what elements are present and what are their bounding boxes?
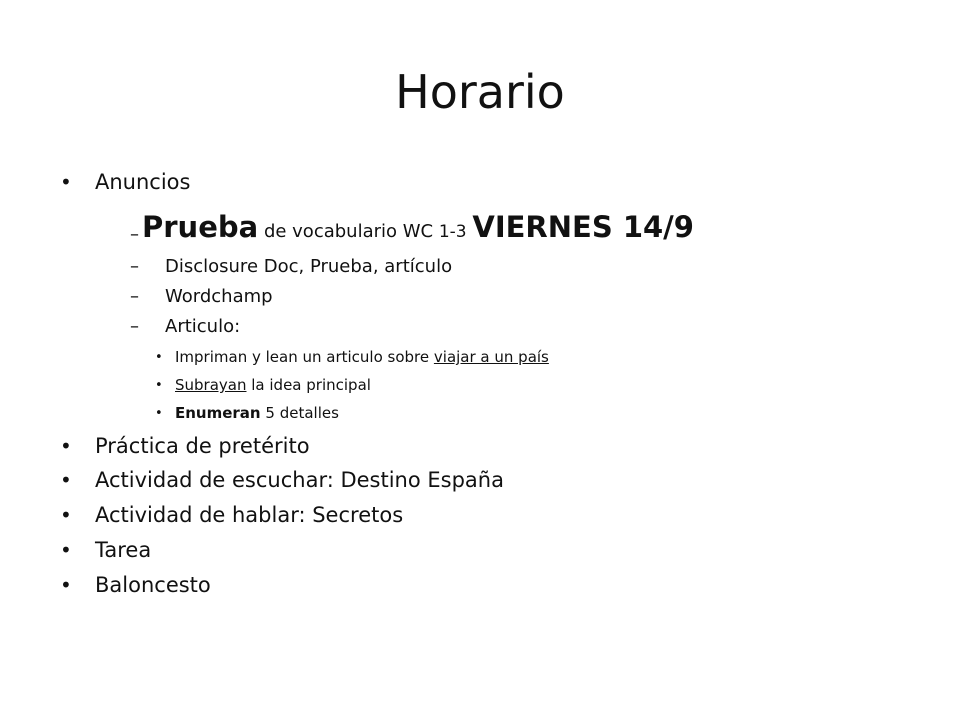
dash-icon: – xyxy=(130,316,139,337)
bullet-icon: • xyxy=(60,170,72,194)
item-text: Tarea xyxy=(95,538,152,562)
list-item-escuchar xyxy=(0,468,960,498)
bullet-icon: • xyxy=(155,350,163,365)
item-text: Actividad de hablar: Secretos xyxy=(95,503,404,527)
sub-item-subrayan xyxy=(0,376,960,398)
bullet-icon: • xyxy=(60,503,72,527)
sub-text-bold: Enumeran xyxy=(175,404,261,422)
prueba-range: 1-3 xyxy=(438,222,467,242)
slide-title: Horario xyxy=(395,65,565,119)
sub-item-impriman xyxy=(0,348,960,370)
sub-text xyxy=(175,404,339,422)
sub-text xyxy=(175,348,549,366)
list-item-disclosure xyxy=(0,256,960,282)
list-item-tarea xyxy=(0,538,960,568)
item-text: Baloncesto xyxy=(95,573,211,597)
list-item-prueba xyxy=(0,210,960,250)
sub-text-rest: la idea principal xyxy=(251,376,371,394)
item-text: Práctica de pretérito xyxy=(95,434,310,458)
bullet-icon: • xyxy=(60,538,72,562)
list-item-wordchamp xyxy=(0,286,960,312)
prueba-strong: Prueba xyxy=(142,210,259,244)
item-text: Articulo: xyxy=(165,316,241,337)
dash-icon: – xyxy=(130,224,139,245)
bullet-icon: • xyxy=(60,468,72,492)
prueba-middle: de vocabulario WC xyxy=(263,221,434,242)
sub-item-enumeran xyxy=(0,404,960,426)
list-item-anuncios xyxy=(0,170,960,200)
list-item-baloncesto xyxy=(0,573,960,603)
list-item-practica xyxy=(0,434,960,464)
sub-text-prefix: Impriman y lean un articulo sobre xyxy=(175,348,430,366)
prueba-day: VIERNES 14/9 xyxy=(472,210,694,244)
sub-text-rest: 5 detalles xyxy=(265,404,339,422)
item-text: Disclosure Doc, Prueba, artículo xyxy=(165,256,453,277)
dash-icon: – xyxy=(130,286,139,307)
anuncios-label: Anuncios xyxy=(95,170,191,194)
sub-text xyxy=(175,376,371,394)
prueba-text xyxy=(142,210,694,244)
list-item-articulo xyxy=(0,316,960,342)
sub-text-link: viajar a un país xyxy=(433,348,549,366)
bullet-icon: • xyxy=(60,434,72,458)
sub-text-underlined: Subrayan xyxy=(175,376,247,394)
item-text: Wordchamp xyxy=(165,286,273,307)
list-item-hablar xyxy=(0,503,960,533)
bullet-icon: • xyxy=(155,406,163,421)
item-text: Actividad de escuchar: Destino España xyxy=(95,468,504,492)
bullet-icon: • xyxy=(155,378,163,393)
bullet-icon: • xyxy=(60,573,72,597)
dash-icon: – xyxy=(130,256,139,277)
